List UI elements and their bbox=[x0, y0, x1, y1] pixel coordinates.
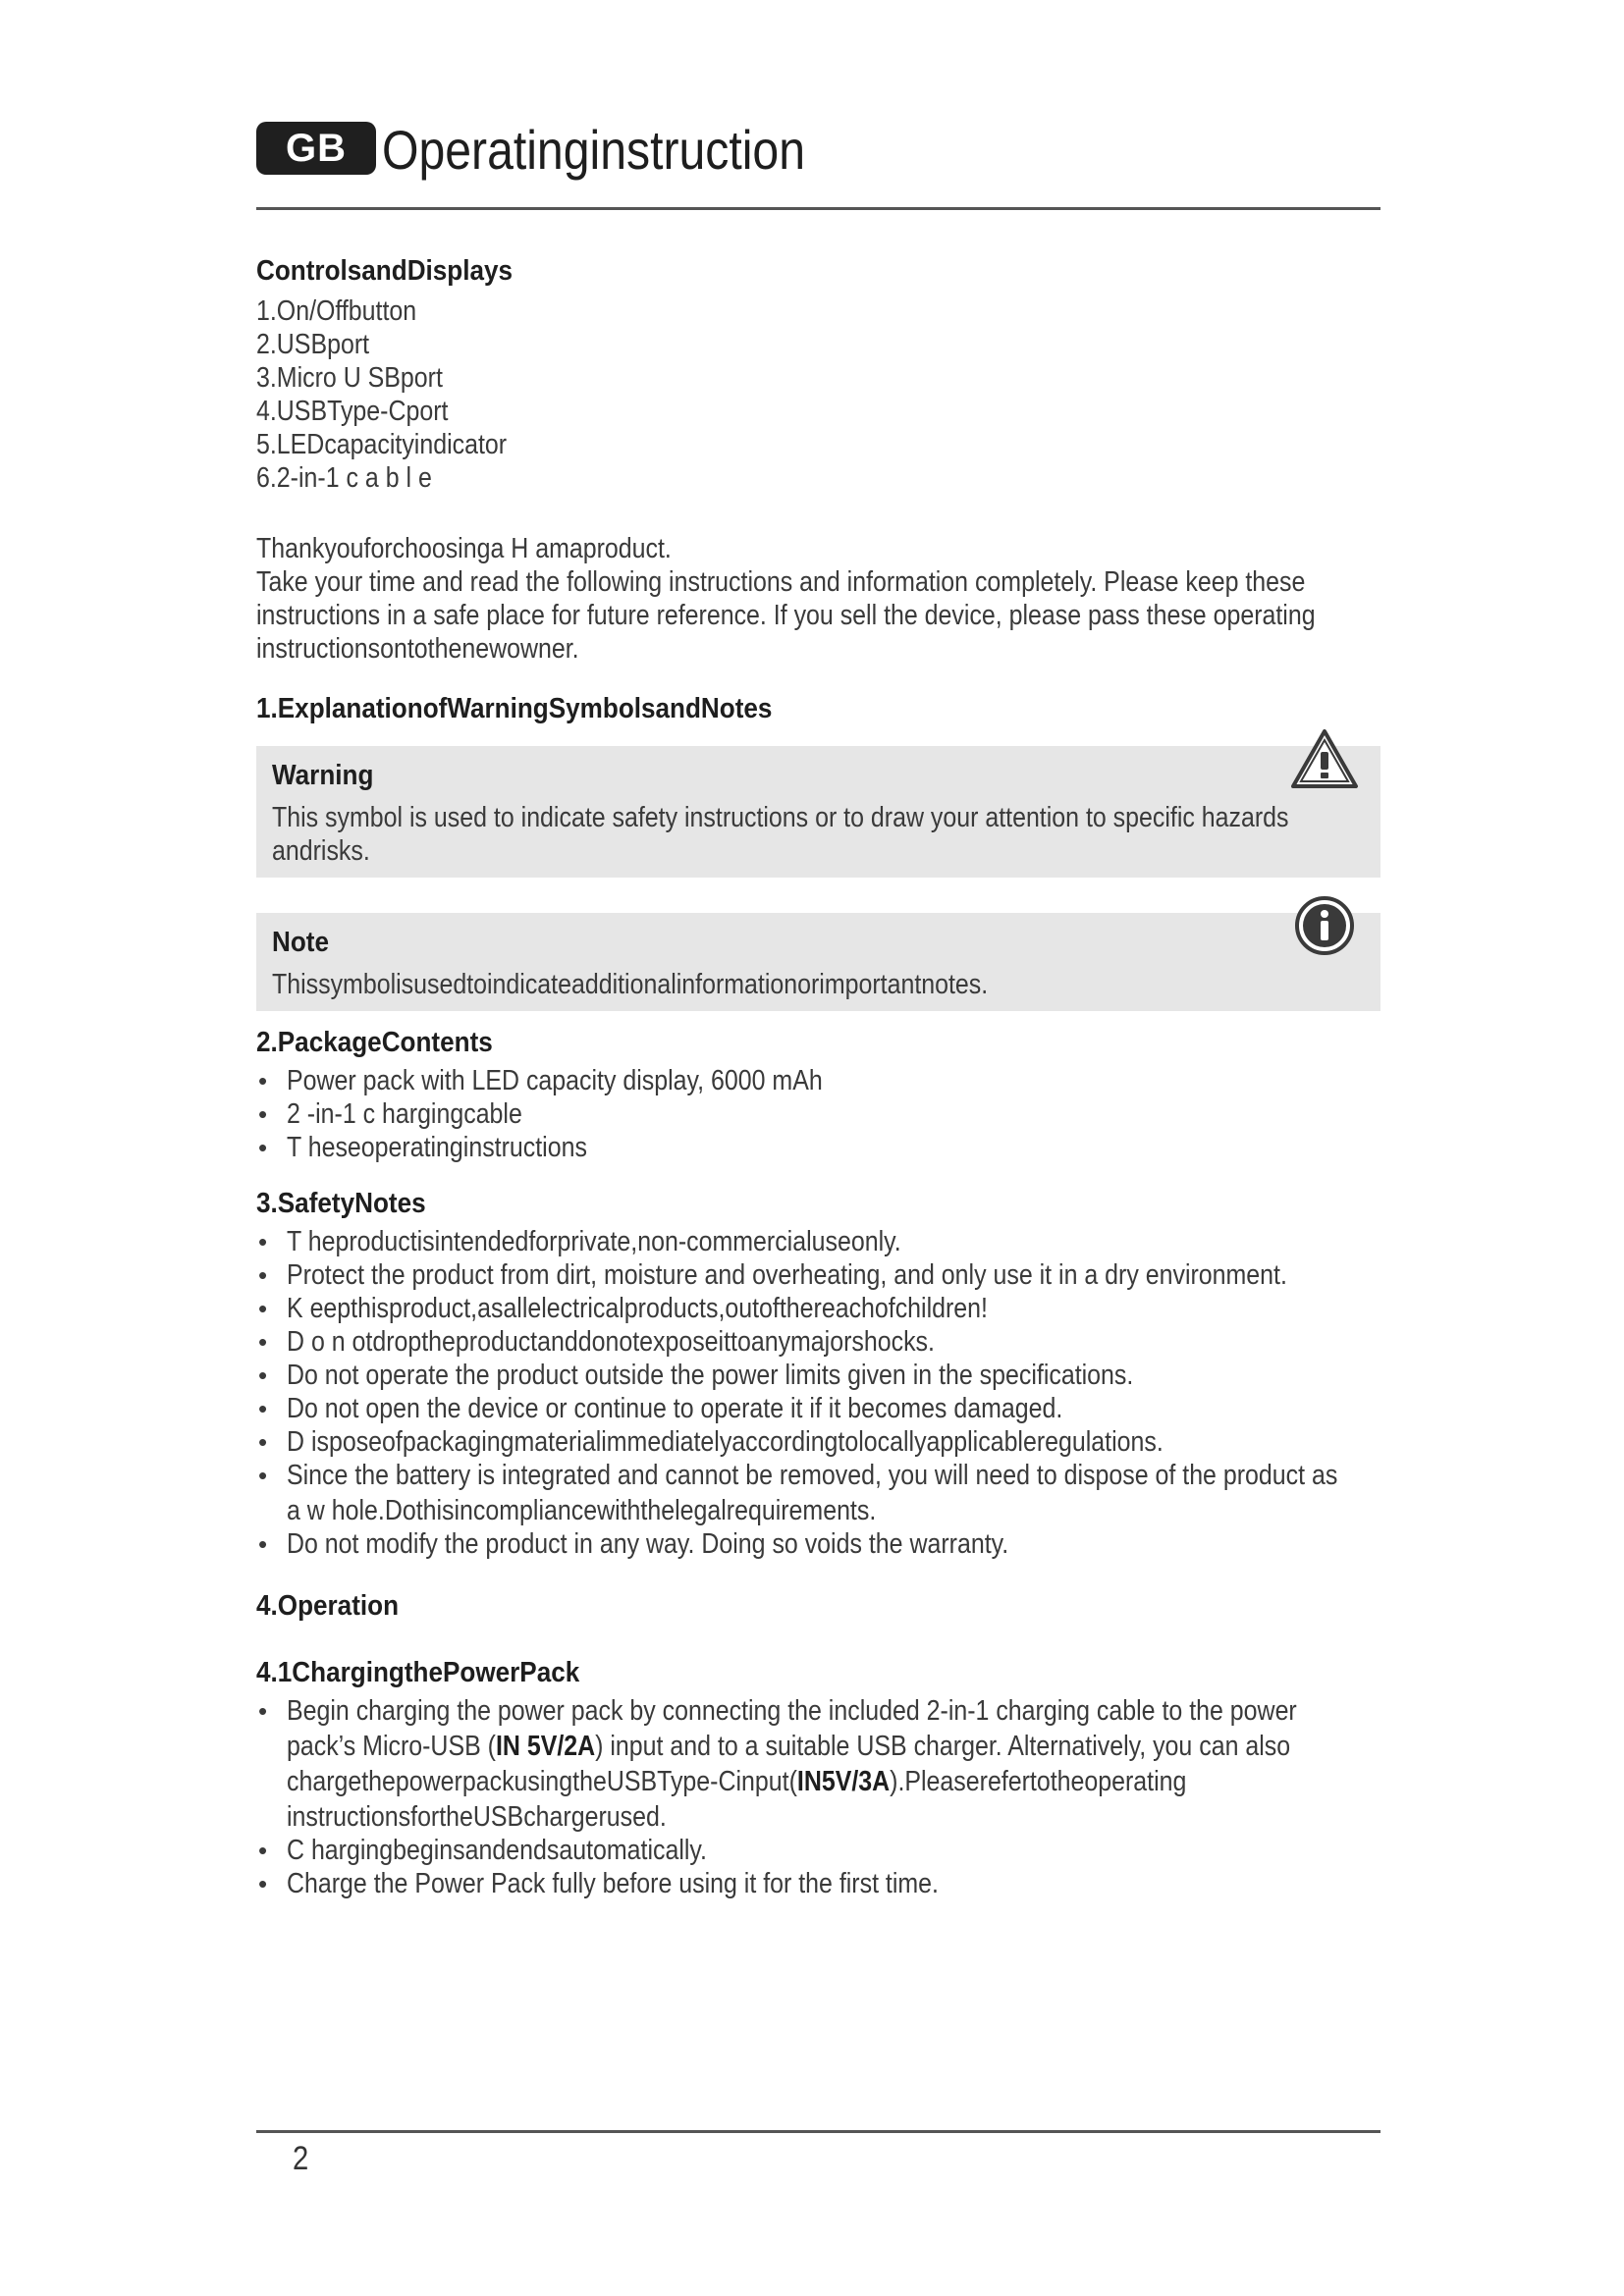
bullet-icon: • bbox=[258, 1869, 268, 1898]
controls-heading: ControlsandDisplays bbox=[256, 255, 514, 287]
bullet-icon: • bbox=[258, 1529, 268, 1559]
header-divider bbox=[256, 207, 1380, 210]
warning-line: andrisks. bbox=[272, 835, 370, 867]
bullet-icon: • bbox=[258, 1696, 268, 1726]
page-header bbox=[256, 116, 1380, 185]
package-list bbox=[256, 1064, 1380, 1164]
intro-line: instructions in a safe place for future reference. If you sell the device, please pass these operating bbox=[256, 600, 1316, 631]
control-item: 3.Micro U SBport bbox=[256, 362, 443, 394]
bullet-icon: • bbox=[258, 1227, 268, 1256]
bullet-icon: • bbox=[258, 1836, 268, 1865]
page-number: 2 bbox=[293, 2140, 309, 2177]
bullet-icon: • bbox=[258, 1394, 268, 1423]
list-item: • T heproductisintendedforprivate,non-commercialuseonly. bbox=[258, 1226, 901, 1257]
warning-title: Warning bbox=[272, 760, 374, 791]
note-title: Note bbox=[272, 927, 330, 958]
warning-box bbox=[256, 746, 1380, 878]
bullet-icon: • bbox=[258, 1361, 268, 1390]
controls-section bbox=[256, 249, 1380, 495]
control-item: 6.2-in-1 c a b l e bbox=[256, 462, 432, 494]
note-box bbox=[256, 913, 1380, 1011]
list-item: • Since the battery is integrated and cannot be removed, you will need to dispose of the product as a w hole.Dothisincompliancewiththelegalrequirements. bbox=[258, 1460, 1338, 1526]
intro-paragraph bbox=[256, 532, 1380, 666]
sub-heading: 4.1ChargingthePowerPack bbox=[256, 1657, 580, 1688]
bullet-icon: • bbox=[258, 1327, 268, 1357]
list-item: • Do not open the device or continue to operate it if it becomes damaged. bbox=[258, 1393, 1063, 1424]
bullet-icon: • bbox=[258, 1066, 268, 1095]
info-circle-icon bbox=[1294, 895, 1355, 961]
bullet-icon: • bbox=[258, 1260, 268, 1290]
page-title: Operatinginstruction bbox=[382, 119, 805, 181]
bullet-icon: • bbox=[258, 1294, 268, 1323]
intro-line: Thankyouforchoosinga H amaproduct. bbox=[256, 533, 672, 564]
warning-symbols-section bbox=[256, 687, 1380, 1011]
intro-line: Take your time and read the following instructions and information completely. Please keep these bbox=[256, 566, 1306, 598]
section-heading: 4.Operation bbox=[256, 1590, 400, 1622]
operation-section bbox=[256, 1584, 1380, 1900]
control-item: 4.USBType-Cport bbox=[256, 396, 449, 427]
language-badge: GB bbox=[256, 122, 376, 175]
section-heading: 1.ExplanationofWarningSymbolsandNotes bbox=[256, 693, 773, 724]
warning-line: This symbol is used to indicate safety instructions or to draw your attention to specific hazards bbox=[272, 802, 1289, 833]
section-heading: 3.SafetyNotes bbox=[256, 1188, 426, 1219]
control-item: 1.On/Offbutton bbox=[256, 295, 417, 327]
list-item: • T heseoperatinginstructions bbox=[258, 1132, 587, 1163]
list-item: • D o n otdroptheproductanddonotexposeittoanymajorshocks. bbox=[258, 1326, 935, 1358]
safety-notes-section bbox=[256, 1182, 1380, 1561]
intro-line: instructionsontothenewowner. bbox=[256, 633, 579, 665]
package-contents-section bbox=[256, 1021, 1380, 1164]
bullet-icon: • bbox=[258, 1461, 268, 1490]
list-item: • Charge the Power Pack fully before using it for the first time. bbox=[258, 1868, 939, 1899]
control-item: 5.LEDcapacityindicator bbox=[256, 429, 508, 460]
footer-divider bbox=[256, 2130, 1380, 2133]
list-item: • Begin charging the power pack by connecting the included 2-in-1 charging cable to the power pack’s Micro-USB (IN 5V/2A) input and to a suitable USB charger. Alternatively, you can also chargethepowerpackusingtheUSBType-Cinput(IN5V/3A).Pleaserefertotheoperating instructionsfortheUSBchargerused. bbox=[258, 1695, 1297, 1833]
section-heading: 2.PackageContents bbox=[256, 1027, 493, 1058]
list-item: • Do not operate the product outside the power limits given in the specifications. bbox=[258, 1360, 1134, 1391]
list-item: • D isposeofpackagingmaterialimmediatelyaccordingtolocallyapplicableregulations. bbox=[258, 1426, 1164, 1458]
safety-list bbox=[256, 1225, 1380, 1561]
warning-triangle-icon bbox=[1290, 728, 1359, 794]
note-line: Thissymbolisusedtoindicateadditionalinformationorimportantnotes. bbox=[272, 969, 989, 1000]
charging-list bbox=[256, 1694, 1380, 1900]
list-item: • Protect the product from dirt, moisture and overheating, and only use it in a dry environment. bbox=[258, 1259, 1287, 1291]
list-item: • Power pack with LED capacity display, 6000 mAh bbox=[258, 1065, 823, 1096]
list-item: • 2 -in-1 c hargingcable bbox=[258, 1098, 522, 1130]
list-item: • C hargingbeginsandendsautomatically. bbox=[258, 1835, 707, 1866]
bullet-icon: • bbox=[258, 1133, 268, 1162]
control-item: 2.USBport bbox=[256, 329, 370, 360]
bullet-icon: • bbox=[258, 1427, 268, 1457]
list-item: • K eepthisproduct,asallelectricalproducts,outofthereachofchildren! bbox=[258, 1293, 988, 1324]
main-content bbox=[256, 249, 1380, 1900]
list-item: • Do not modify the product in any way. Doing so voids the warranty. bbox=[258, 1528, 1009, 1560]
bullet-icon: • bbox=[258, 1099, 268, 1129]
